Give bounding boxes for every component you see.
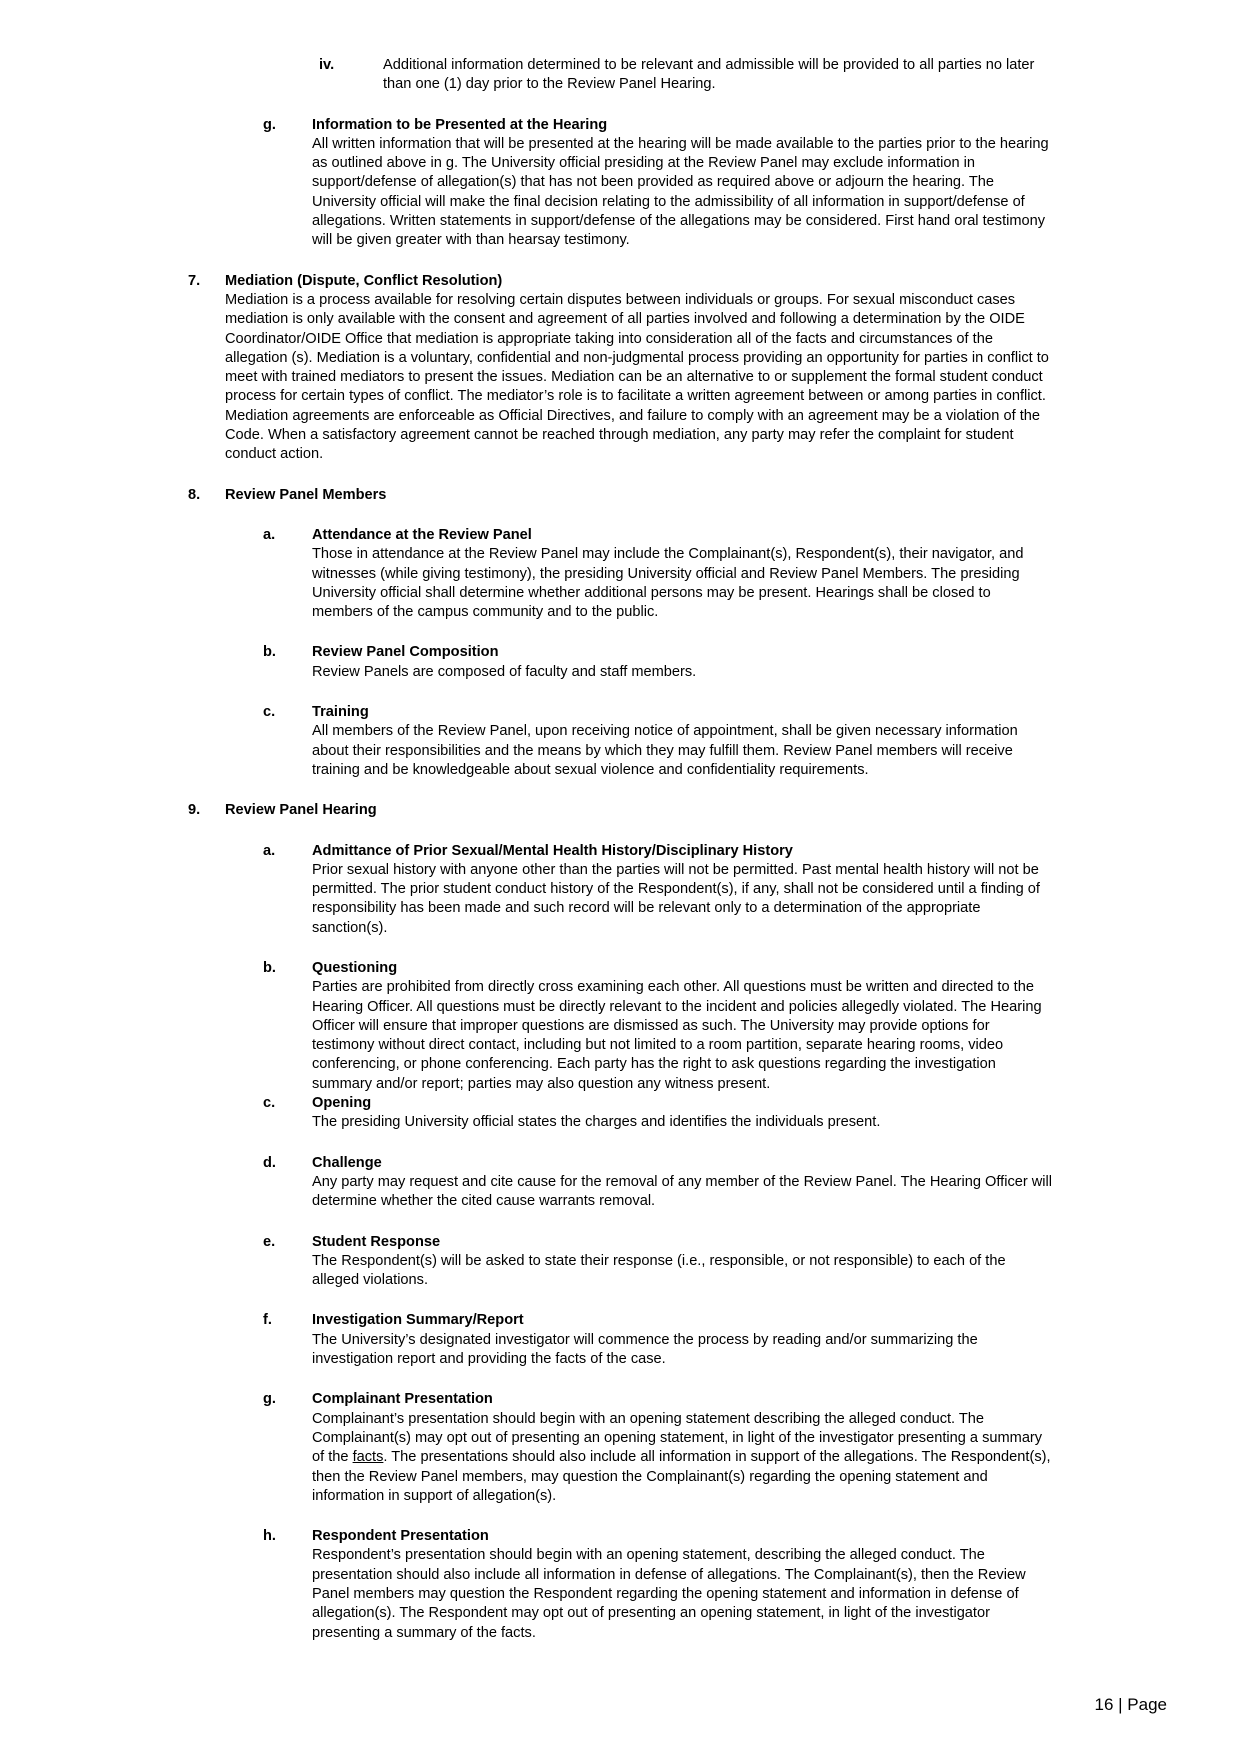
section-body: Respondent’s presentation should begin with an opening statement, describing the alleged conduct. The presentation should also include all information in defense of allegations. The Complainant(s), then the Review Panel members may question the Respondent regarding the opening statement and information in defense of allegation(s). The Respondent may opt out of presenting an opening statement, in light of the investigator presenting a summary of the facts. [312, 1547, 1026, 1641]
footer-separator: | [1113, 1695, 1128, 1714]
item-body: Additional information determined to be relevant and admissible will be provided to all parties no later than one (1) day prior to the Review Panel Hearing. [383, 57, 1035, 93]
list-marker: c. [263, 1095, 276, 1112]
list-marker: h. [263, 1528, 276, 1545]
section-title: Opening [312, 1095, 372, 1112]
section-title: Review Panel Hearing [225, 802, 377, 819]
section-title: Attendance at the Review Panel [312, 526, 532, 543]
section-body: Prior sexual history with anyone other than the parties will not be permitted. Past mental health history will not be permitted. The prior student conduct history of the Respondent(s), if any, shall not be considered until a finding of responsibility has been made and such record will be relevant only to a determination of the appropriate sanction(s). [312, 861, 1040, 936]
section-title: Questioning [312, 959, 398, 976]
section-body: Those in attendance at the Review Panel may include the Complainant(s), Respondent(s), their navigator, and witnesses (while giving testimony), the presiding University official and Review Panel Members. The presiding University official shall determine whether additional persons may be present. Hearings shall be closed to members of the campus community and to the public. [312, 546, 1024, 621]
page-number: 16 [1094, 1695, 1114, 1714]
item-iv-additional-information [188, 56, 1053, 95]
list-marker: g. [263, 1391, 276, 1408]
section-title: Complainant Presentation [312, 1391, 493, 1408]
section-title: Training [312, 704, 369, 721]
list-marker: b. [263, 644, 276, 661]
section-7-mediation [188, 272, 1053, 465]
item-f-investigation-summary [188, 1311, 1053, 1369]
list-marker: 8. [188, 486, 201, 503]
item-b-review-panel-composition [188, 643, 1053, 682]
section-body: Review Panels are composed of faculty and staff members. [312, 663, 697, 680]
list-marker: g. [263, 116, 276, 133]
section-body: Parties are prohibited from directly cross examining each other. All questions must be written and directed to the Hearing Officer. All questions must be directly relevant to the incident and policies allegedly violated. The Hearing Officer will ensure that improper questions are dismissed as such. The University may provide options for testimony without direct contact, including but not limited to a room partition, separate hearing rooms, video conferencing, or phone conferencing. Each party has the right to ask questions regarding the investigation summary and/or report; parties may also question any witness present. [312, 979, 1042, 1092]
item-c-opening [188, 1094, 1053, 1133]
item-d-challenge [188, 1154, 1053, 1212]
list-marker: d. [263, 1154, 276, 1171]
section-8-review-panel-members [188, 486, 1053, 505]
list-marker: 9. [188, 802, 201, 819]
item-h-respondent-presentation [188, 1527, 1053, 1643]
section-title: Information to be Presented at the Hearing [312, 116, 608, 133]
section-body: Mediation is a process available for resolving certain disputes between individuals or groups. For sexual misconduct cases mediation is only available with the consent and agreement of all parties involved and following a determination by the OIDE Coordinator/OIDE Office that mediation is appropriate taking into consideration all of the facts and circumstances of the allegation (s). Mediation is a voluntary, confidential and non-judgmental process providing an opportunity for parties in conflict to meet with trained mediators to present the issues. Mediation can be an alternative to or supplement the formal student conduct process for certain types of conflict. The mediator’s role is to facilitate a written agreement between or among parties in conflict. Mediation agreements are enforceable as Official Directives, and failure to comply with an agreement may be a violation of the Code. When a satisfactory agreement cannot be reached through mediation, any party may refer the complaint for student conduct action. [225, 291, 1049, 463]
section-title: Review Panel Members [225, 486, 387, 503]
section-title: Challenge [312, 1154, 382, 1171]
list-marker: a. [263, 526, 276, 543]
list-marker: b. [263, 959, 276, 976]
section-title: Student Response [312, 1233, 441, 1250]
list-marker: iv. [319, 57, 335, 73]
list-marker: f. [263, 1312, 272, 1329]
list-marker: 7. [188, 272, 201, 289]
section-body: Any party may request and cite cause for the removal of any member of the Review Panel. The Hearing Officer will determine whether the cited cause warrants removal. [312, 1173, 1053, 1210]
section-body: The presiding University official states the charges and identifies the individuals present. [312, 1114, 881, 1131]
section-g-information-presented [188, 116, 1053, 251]
item-a-attendance [188, 526, 1053, 622]
item-e-student-response [188, 1233, 1053, 1291]
footer-label: Page [1127, 1695, 1167, 1714]
list-marker: e. [263, 1233, 276, 1250]
item-c-training [188, 703, 1053, 780]
item-b-questioning [188, 959, 1053, 1094]
list-marker: c. [263, 704, 276, 721]
body-text-before: Complainant’s presentation should begin with an opening statement describing the alleged conduct. The Complainant(s) may opt out of presenting an opening statement, in light of the investigator presenting a summary of the [312, 1410, 1043, 1466]
section-title: Review Panel Composition [312, 644, 499, 661]
section-body: All written information that will be presented at the hearing will be made available to the parties prior to the hearing as outlined above in g. The University official presiding at the Review Panel may exclude information in support/defense of allegation(s) that has not been provided as required above or adjourn the hearing. The University official will make the final decision relating to the admissibility of all information in support/defense of allegations. Written statements in support/defense of the allegations may be considered. First hand oral testimony will be given greater with than hearsay testimony. [312, 135, 1049, 249]
section-body: The University’s designated investigator will commence the process by reading and/or summarizing the investigation report and providing the facts of the case. [312, 1331, 978, 1368]
section-title: Mediation (Dispute, Conflict Resolution) [225, 272, 503, 289]
underlined-word: facts [352, 1449, 384, 1466]
section-title: Respondent Presentation [312, 1528, 489, 1545]
section-title: Admittance of Prior Sexual/Mental Health History/Disciplinary History [312, 842, 793, 859]
section-title: Investigation Summary/Report [312, 1312, 524, 1329]
list-marker: a. [263, 842, 276, 859]
section-body: All members of the Review Panel, upon receiving notice of appointment, shall be given necessary information about their responsibilities and the means by which they may fulfill them. Review Panel members will receive training and be knowledgeable about sexual violence and confidentiality requirements. [312, 723, 1018, 778]
item-g-complainant-presentation [188, 1390, 1053, 1506]
section-body [312, 1410, 1053, 1506]
page-footer [1076, 1672, 1167, 1738]
item-a-admittance-prior-history [188, 842, 1053, 938]
body-text-after: . The presentations should also include all information in support of the allegations. The Respondent(s), then the Review Panel members, may question the Complainant(s) regarding the opening statement and information in support of allegation(s). [312, 1449, 1051, 1504]
section-body: The Respondent(s) will be asked to state their response (i.e., responsible, or not responsible) to each of the alleged violations. [312, 1252, 1006, 1289]
section-9-review-panel-hearing [188, 801, 1053, 820]
